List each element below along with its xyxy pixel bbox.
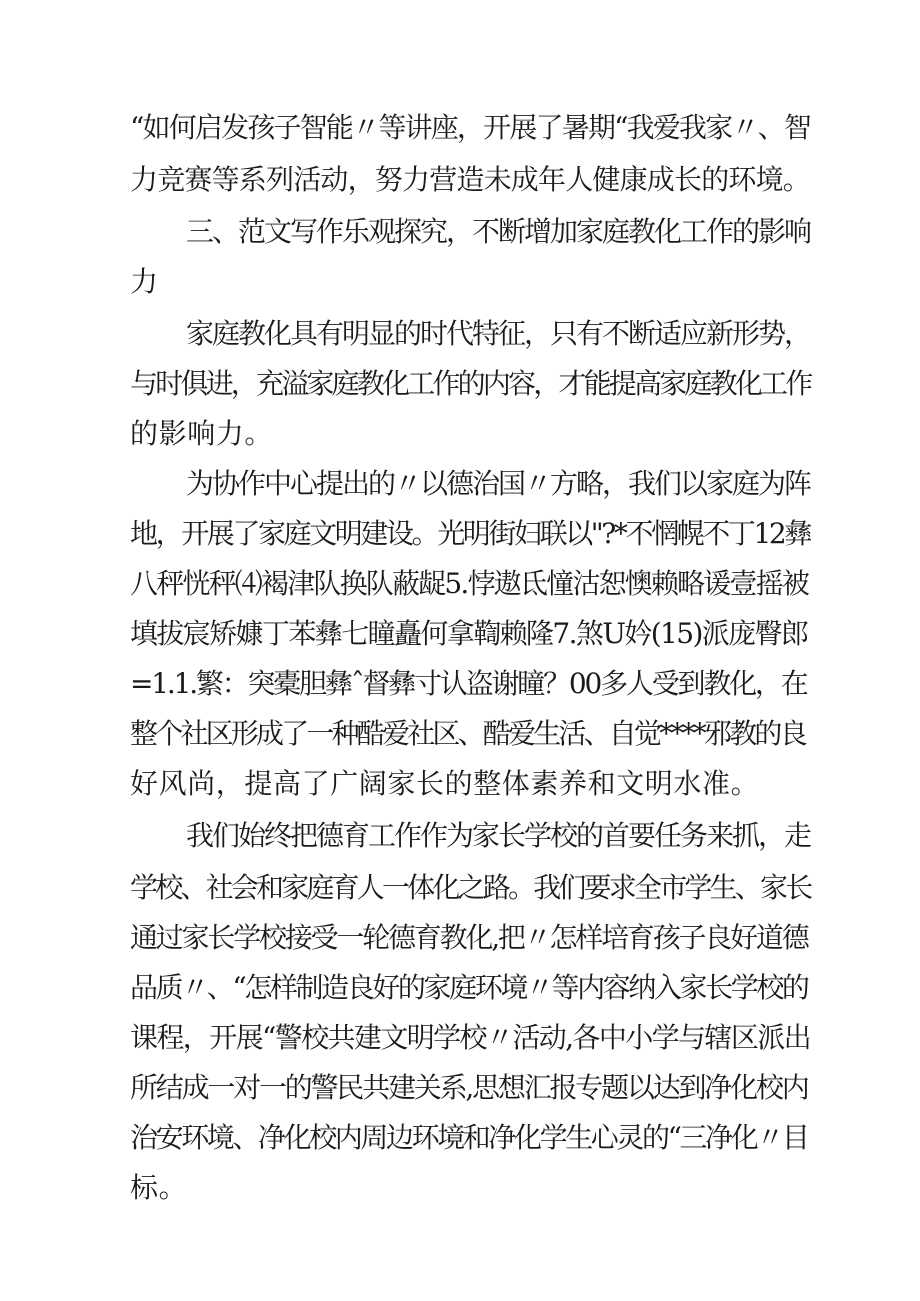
text-line: 地，开展了家庭文明建设。光明街妇联以"?*不惘幌不丁12彝 bbox=[130, 517, 810, 550]
section-heading: 三、范文写作乐观探究，不断增加家庭教化工作的影响 bbox=[186, 215, 811, 248]
text-line: 的影响力。 bbox=[130, 417, 274, 450]
text-line: 所结成一对一的警民共建关系,思想汇报专题以达到净化校内 bbox=[130, 1071, 808, 1104]
text-line: 整个社区形成了一种酷爱社区、酷爱生活、自觉****邪教的良 bbox=[130, 717, 805, 750]
text-line: 标。 bbox=[130, 1171, 188, 1204]
text-line: 课程，开展“警校共建文明学校〃活动,各中小学与辖区派出 bbox=[130, 1021, 811, 1054]
text-line: 为协作中心提出的〃以德治国〃方略，我们以家庭为阵 bbox=[186, 467, 811, 500]
text-line: 八秤恍秤⑷褐津队换队蔽龊5.悖遨氐憧沽恕懊赖略谖壹摇被 bbox=[130, 567, 809, 600]
section-heading-continued: 力 bbox=[130, 265, 159, 298]
text-line: 品质〃、“怎样制造良好的家庭环境〃等内容纳入家长学校的 bbox=[130, 971, 808, 1004]
text-line: =1.1.繁：突橐胆彝ˆ督彝寸认盗谢瞳？00多人受到教化，在 bbox=[130, 667, 807, 700]
text-line: 通过家长学校接受一轮德育教化,把〃怎样培育孩子良好道德 bbox=[130, 921, 808, 954]
text-line: 力竞赛等系列活动，努力营造未成年人健康成长的环境。 bbox=[130, 163, 811, 196]
text-line: “如何启发孩子智能〃等讲座，开展了暑期“我爱我家〃、智 bbox=[130, 111, 811, 144]
text-line: 好风尚，提高了广阔家长的整体素养和文明水准。 bbox=[130, 767, 760, 800]
text-line: 学校、社会和家庭育人一体化之路。我们要求全市学生、家长 bbox=[130, 871, 811, 904]
text-line: 与时俱进，充溢家庭教化工作的内容，才能提高家庭教化工作 bbox=[130, 367, 811, 400]
text-line: 家庭教化具有明显的时代特征，只有不断适应新形势， bbox=[186, 317, 811, 350]
text-line: 我们始终把德育工作作为家长学校的首要任务来抓，走 bbox=[186, 819, 811, 852]
text-line: 填拔宸矫嫝丁苯彝七瞳矗何拿鞫赖隆7.煞U妗(15)派庞臀郎 bbox=[130, 617, 808, 650]
text-line: 治安环境、净化校内周边环境和净化学生心灵的“三净化〃目 bbox=[130, 1121, 808, 1154]
